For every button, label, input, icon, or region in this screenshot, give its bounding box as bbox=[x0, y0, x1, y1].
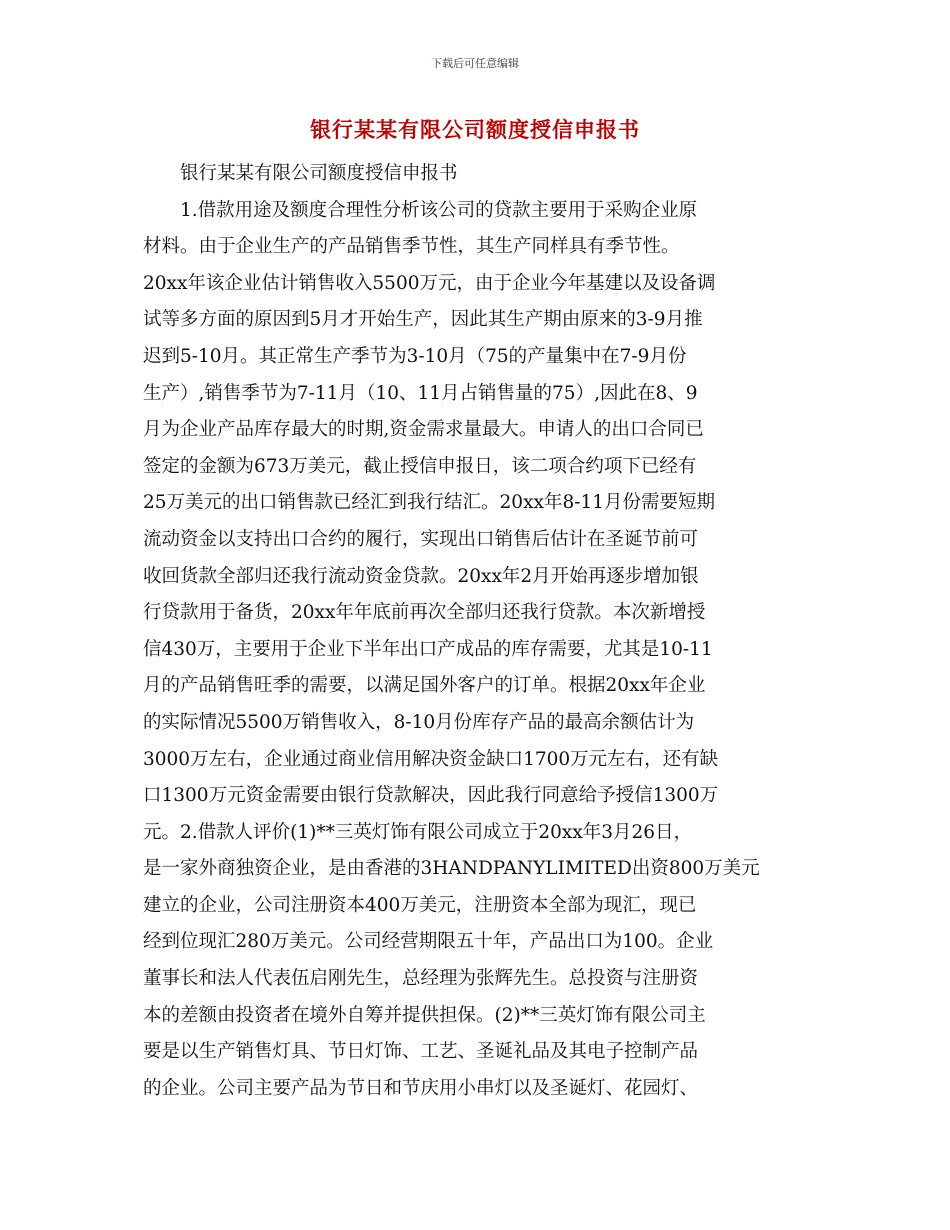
body-line: 是一家外商独资企业，是由香港的3HANDPANYLIMITED出资800万美元 bbox=[143, 858, 760, 880]
body-line: 收回货款全部归还我行流动资金贷款。20xx年2月开始再逐步增加银 bbox=[143, 565, 699, 587]
body-line: 建立的企业，公司注册资本400万美元，注册资本全部为现汇，现已 bbox=[143, 894, 697, 916]
body-line: 经到位现汇280万美元。公司经营期限五十年，产品出口为100。企业 bbox=[143, 931, 714, 953]
body-line: 试等多方面的原因到5月才开始生产，因此其生产期由原来的3-9月推 bbox=[143, 309, 703, 331]
body-line: 本的差额由投资者在境外自筹并提供担保。(2)**三英灯饰有限公司主 bbox=[143, 1004, 706, 1026]
document-title: 银行某某有限公司额度授信申报书 bbox=[310, 118, 640, 142]
body-line: 1.借款用途及额度合理性分析该公司的贷款主要用于采购企业原 bbox=[180, 199, 698, 221]
body-line: 的实际情况5500万销售收入，8-10月份库存产品的最高余额估计为 bbox=[143, 711, 695, 733]
body-line: 董事长和法人代表伍启刚先生，总经理为张辉先生。总投资与注册资 bbox=[143, 968, 699, 990]
body-line: 25万美元的出口销售款已经汇到我行结汇。20xx年8-11月份需要短期 bbox=[143, 492, 716, 514]
body-text bbox=[143, 156, 815, 1107]
body-line: 行贷款用于备货，20xx年年底前再次全部归还我行贷款。本次新增授 bbox=[143, 602, 706, 624]
body-line: 的企业。公司主要产品为节日和节庆用小串灯以及圣诞灯、花园灯、 bbox=[143, 1077, 699, 1099]
body-line: 信430万，主要用于企业下半年出口产成品的库存需要，尤其是10-11 bbox=[143, 638, 713, 660]
body-line: 3000万左右，企业通过商业信用解决资金缺口1700万元左右，还有缺 bbox=[143, 748, 719, 770]
body-line: 银行某某有限公司额度授信申报书 bbox=[180, 163, 458, 184]
body-line: 口1300万元资金需要由银行贷款解决，因此我行同意给予授信1300万 bbox=[143, 785, 719, 807]
body-line: 元。2.借款人评价(1)**三英灯饰有限公司成立于20xx年3月26日， bbox=[143, 821, 693, 843]
body-line: 流动资金以支持出口合约的履行，实现出口销售后估计在圣诞节前可 bbox=[143, 528, 699, 550]
body-line: 生产）,销售季节为7-11月（10、11月占销售量的75）,因此在8、9 bbox=[143, 382, 698, 404]
header-note: 下载后可任意编辑 bbox=[431, 57, 519, 70]
body-line: 20xx年该企业估计销售收入5500万元，由于企业今年基建以及设备调 bbox=[143, 272, 716, 294]
body-line: 月为企业产品库存最大的时期,资金需求量最大。申请人的出口合同已 bbox=[143, 419, 704, 441]
body-line: 月的产品销售旺季的需要，以满足国外客户的订单。根据20xx年企业 bbox=[143, 675, 706, 697]
body-line: 迟到5-10月。其正常生产季节为3-10月（75的产量集中在7-9月份 bbox=[143, 345, 687, 367]
body-line: 要是以生产销售灯具、节日灯饰、工艺、圣诞礼品及其电子控制产品 bbox=[143, 1041, 699, 1063]
body-line: 签定的金额为673万美元，截止授信申报日，该二项合约项下已经有 bbox=[143, 455, 697, 477]
body-line: 材料。由于企业生产的产品销售季节性，其生产同样具有季节性。 bbox=[143, 236, 680, 258]
